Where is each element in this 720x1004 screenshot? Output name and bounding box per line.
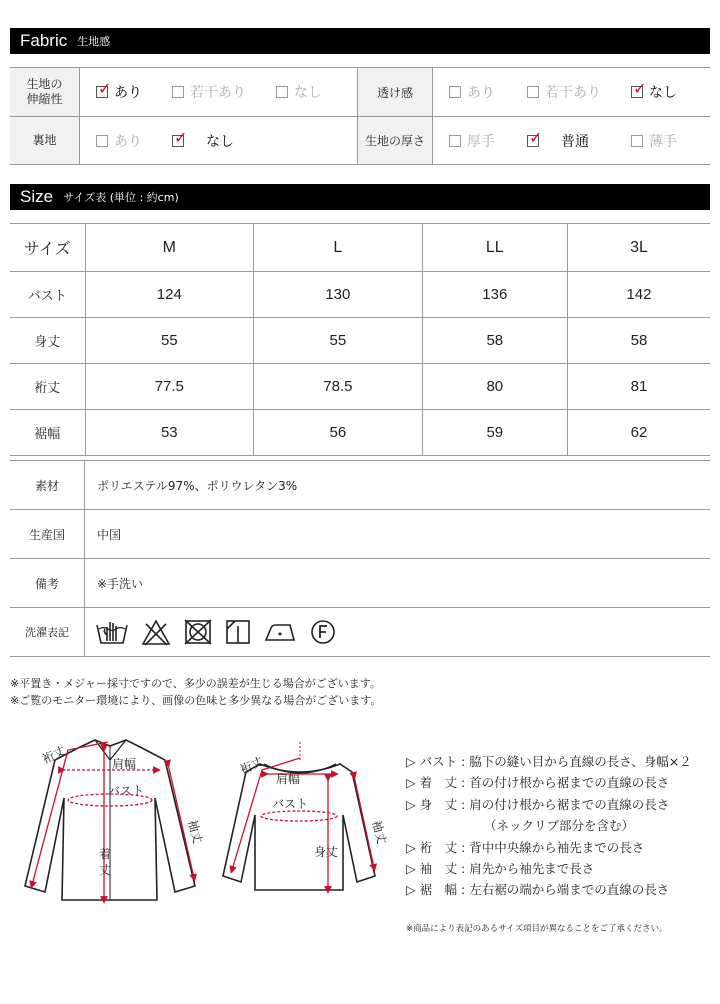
- table-cell: 58: [422, 318, 567, 364]
- table-cell: 77.5: [85, 364, 254, 410]
- size-table: [10, 223, 710, 456]
- option-label: あり: [467, 85, 495, 101]
- option-label: なし: [206, 133, 234, 150]
- table-row: [10, 318, 710, 364]
- note-line: ※ご覧のモニター環境により、画像の色味と多少異なる場合がございます。: [10, 694, 382, 707]
- sheer-option-slight: [527, 82, 631, 102]
- option-label: 薄手: [649, 133, 677, 150]
- checkbox-icon: [172, 86, 184, 98]
- table-cell: 81: [567, 364, 710, 410]
- stretch-label-line2: 伸縮性: [26, 92, 63, 106]
- checkbox-checked-icon: ✓: [529, 127, 543, 147]
- legend-item: ▷ バスト : 脇下の縫い目から直線の長さ、身幅×２: [406, 754, 692, 769]
- no-tumble-dry-icon: [183, 618, 213, 646]
- lining-options: [80, 117, 357, 164]
- thickness-option-normal: [527, 127, 631, 151]
- footnote: ※商品により表記のあるサイズ項目が異なることをご了承ください。: [406, 924, 668, 934]
- stretch-label-line1: 生地の: [26, 77, 63, 91]
- legend-item: ▷ 着 丈 : 首の付け根から裾までの直線の長さ: [406, 775, 670, 791]
- option-label: なし: [294, 85, 322, 101]
- option-label: 普通: [561, 133, 589, 150]
- size-col-header: M: [85, 224, 254, 272]
- origin-label: 生産国: [10, 510, 85, 558]
- stretch-option-slight: [172, 82, 276, 102]
- care-label: 洗濯表記: [10, 608, 85, 656]
- fabric-title: Fabric: [20, 31, 68, 50]
- table-cell: 124: [85, 272, 254, 318]
- size-col-header: LL: [422, 224, 567, 272]
- table-row: [10, 364, 710, 410]
- checkbox-icon: [631, 135, 643, 147]
- table-cell: 80: [422, 364, 567, 410]
- sheer-options: [433, 68, 710, 116]
- size-col-header: L: [254, 224, 423, 272]
- size-header-bar: [10, 184, 710, 210]
- option-label: 若干あり: [190, 85, 246, 101]
- option-label: 厚手: [467, 133, 495, 150]
- material-row: [10, 461, 710, 510]
- option-label: あり: [114, 133, 142, 150]
- iron-low-icon: [263, 620, 297, 644]
- stretch-option-yes: [96, 79, 172, 102]
- thickness-option-thin: [631, 131, 677, 151]
- dry-clean-f-icon: [309, 618, 337, 646]
- origin-value: 中国: [97, 527, 122, 542]
- table-row: [10, 410, 710, 456]
- size-title: Size: [20, 187, 54, 206]
- fabric-header-bar: [10, 28, 710, 54]
- checkbox-checked-icon: ✓: [633, 79, 647, 98]
- table-cell: 78.5: [254, 364, 423, 410]
- fabric-row-1: [10, 68, 710, 116]
- checkbox-icon: [527, 86, 539, 98]
- size-header-label: サイズ: [10, 224, 85, 272]
- sweater-yuki-label: 裄丈: [237, 754, 266, 778]
- jacket-kitake-label-1: 着: [99, 847, 112, 861]
- table-cell: 136: [422, 272, 567, 318]
- table-cell: 55: [85, 318, 254, 364]
- table-cell: 130: [254, 272, 423, 318]
- sheer-label: 透け感: [357, 68, 433, 116]
- table-cell: 58: [567, 318, 710, 364]
- table-cell: 55: [254, 318, 423, 364]
- table-cell: 62: [567, 410, 710, 456]
- stretch-option-no: [276, 82, 322, 102]
- table-cell: 53: [85, 410, 254, 456]
- care-row: [10, 608, 710, 657]
- note-line: ※平置き・メジャー採寸ですので、多少の誤差が生じる場合がございます。: [10, 677, 381, 690]
- thickness-label: 生地の厚さ: [357, 117, 433, 164]
- size-col-header: 3L: [567, 224, 710, 272]
- thickness-option-thick: [449, 131, 527, 151]
- option-label: あり: [114, 85, 142, 101]
- table-row: [10, 272, 710, 318]
- jacket-kitake-label-2: 丈: [99, 863, 112, 877]
- legend-item: （ネックリブ部分を含む）: [484, 818, 635, 834]
- sweater-sodetake-label: 袖丈: [369, 818, 389, 846]
- table-cell: 56: [254, 410, 423, 456]
- legend-item: ▷ 袖 丈 : 肩先から袖先まで長さ: [406, 861, 595, 877]
- sheer-option-yes: [449, 82, 527, 102]
- no-bleach-icon: [141, 618, 171, 646]
- measurement-legend: [406, 751, 692, 901]
- table-cell: 142: [567, 272, 710, 318]
- remarks-label: 備考: [10, 559, 85, 607]
- checkbox-icon: [449, 86, 461, 98]
- sweater-bust-label: バスト: [272, 797, 309, 811]
- lining-option-no: [172, 127, 234, 151]
- jacket-yuki-label: 裄丈: [40, 743, 68, 767]
- lining-option-yes: [96, 131, 172, 151]
- row-label: 裾幅: [10, 410, 85, 456]
- fabric-subtitle: 生地感: [77, 35, 111, 48]
- size-subtitle: サイズ表 (単位 : 約cm): [63, 191, 179, 204]
- sweater-mitake-label: 身丈: [314, 845, 339, 859]
- lining-label: 裏地: [10, 117, 80, 164]
- line-dry-shade-icon: [225, 618, 251, 646]
- stretch-label: [10, 68, 80, 116]
- material-value: ポリエステル97%、ポリウレタン3%: [97, 478, 298, 493]
- fabric-row-2: [10, 116, 710, 164]
- checkbox-icon: [276, 86, 288, 98]
- hand-wash-icon: [95, 617, 129, 647]
- remarks-row: [10, 559, 710, 608]
- care-icons: [85, 608, 337, 656]
- table-cell: 59: [422, 410, 567, 456]
- legend-item: ▷ 裄 丈 : 背中中央線から袖先までの長さ: [406, 839, 645, 855]
- product-info: [10, 460, 710, 657]
- size-header-row: [10, 224, 710, 272]
- thickness-options: [433, 117, 710, 164]
- checkbox-checked-icon: ✓: [174, 127, 188, 147]
- fabric-table: [10, 67, 710, 165]
- origin-row: [10, 510, 710, 559]
- checkbox-icon: [96, 135, 108, 147]
- sheer-option-no: [631, 79, 677, 102]
- garment-diagrams: [0, 730, 400, 910]
- legend-item: ▷ 裾 幅 : 左右裾の端から端までの直線の長さ: [406, 882, 670, 898]
- legend-item: ▷ 身 丈 : 肩の付け根から裾までの直線の長さ: [406, 796, 670, 812]
- checkbox-icon: [449, 135, 461, 147]
- notes: [10, 675, 381, 709]
- sweater-katahaba-label: 肩幅: [276, 772, 301, 786]
- row-label: バスト: [10, 272, 85, 318]
- stretch-options: [80, 68, 357, 116]
- jacket-katahaba-label: 肩幅: [112, 757, 137, 771]
- row-label: 裄丈: [10, 364, 85, 410]
- option-label: なし: [649, 85, 677, 101]
- checkbox-checked-icon: ✓: [98, 79, 112, 98]
- jacket-bust-label: バスト: [108, 784, 145, 798]
- remarks-value: ※手洗い: [97, 576, 144, 591]
- row-label: 身丈: [10, 318, 85, 364]
- jacket-sodetake-label: 袖丈: [185, 818, 205, 846]
- material-label: 素材: [10, 461, 85, 509]
- option-label: 若干あり: [545, 85, 601, 101]
